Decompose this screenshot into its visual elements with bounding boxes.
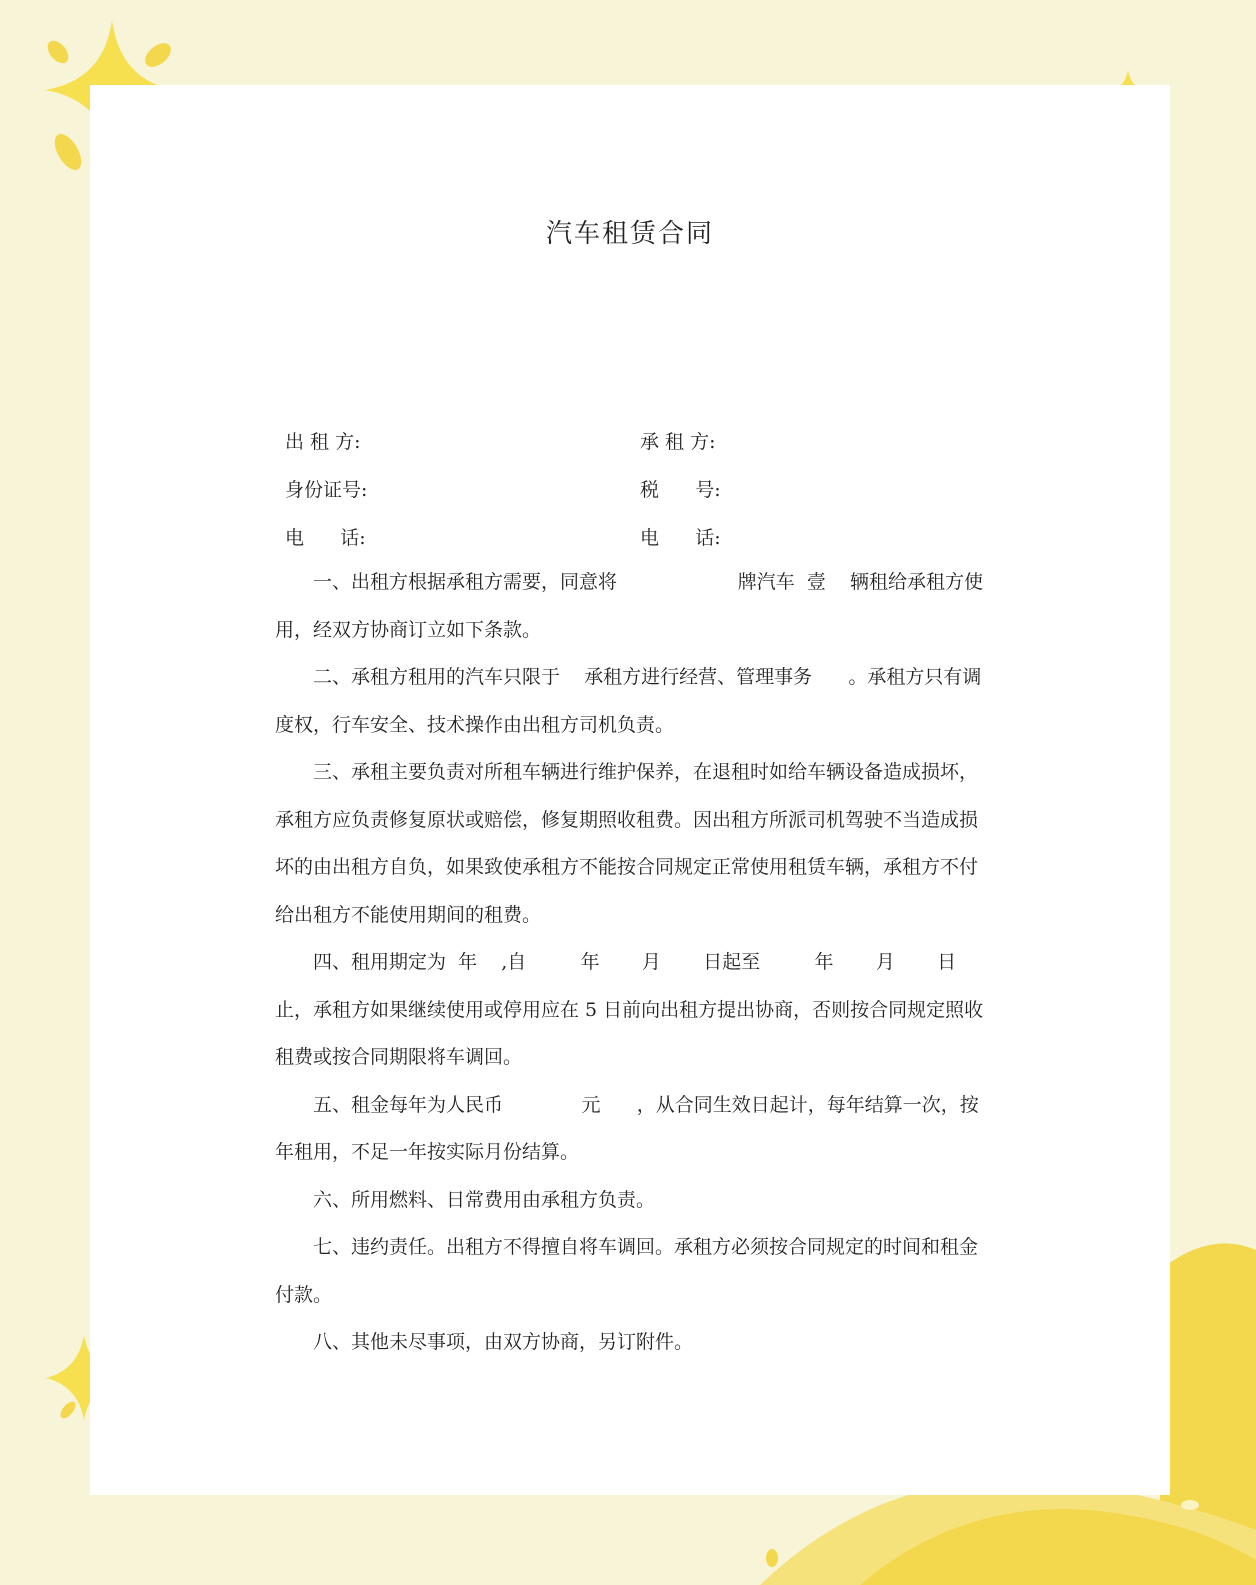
sparkle-dot-icon [141,38,176,71]
id-number-label: 身份证号: [285,479,368,501]
clause-6: 六、所用燃料、日常费用由承租方负责。 [313,1188,656,1211]
sparkle-dot-icon [58,1399,79,1421]
lessor-phone-label: 电 话: [285,527,366,549]
tax-number-label: 税 号: [640,479,721,501]
clause-5: 五、租金每年为人民币 元 ，从合同生效日起计，每年结算一次，按年租用，不足一年按实际月份结算。 [275,1093,979,1163]
sparkle-dot-icon [1181,1500,1199,1510]
clause-1: 一、出租方根据承租方需要，同意将 牌汽车 壹 辆租给承租方使用，经双方协商订立如下条款。 [275,571,984,641]
lessee-label: 承 租 方: [640,431,716,453]
sparkle-dot-icon [49,130,86,175]
lessor-label: 出 租 方: [285,431,361,453]
document-title: 汽车租赁合同 [545,219,714,249]
clause-7: 七、违约责任。出租方不得擅自将车调回。承租方必须按合同规定的时间和租金付款。 [275,1236,979,1306]
clause-8: 八、其他未尽事项，由双方协商，另订附件。 [313,1331,694,1353]
clause-4: 四、租用期定为 年 ,自 年 月 日起至 年 月 日止，承租方如果继续使用或停用应在 5 日前向出租方提出协商，否则按合同规定照收租费或按合同期限将车调回。 [275,951,984,1068]
clause-3: 三、承租主要负责对所租车辆进行维护保养，在退租时如给车辆设备造成损坏，承租方应负责修复原状或赔偿，修复期照收租费。因出租方所派司机驾驶不当造成损坏的由出租方自负，如果致使承租方不能按合同规定正常使用租赁车辆，承租方不付给出租方不能使用期间的租费。 [275,761,979,926]
clause-2: 二、承租方租用的汽车只限于 承租方进行经营、管理事务 。承租方只有调度权，行车安全、技术操作由出租方司机负责。 [275,666,982,736]
sparkle-dot-icon [44,37,73,67]
sparkle-dot-icon [766,1549,778,1567]
contract-body [275,559,990,1367]
document-page [90,85,1170,1495]
lessee-phone-label: 电 话: [640,527,721,549]
